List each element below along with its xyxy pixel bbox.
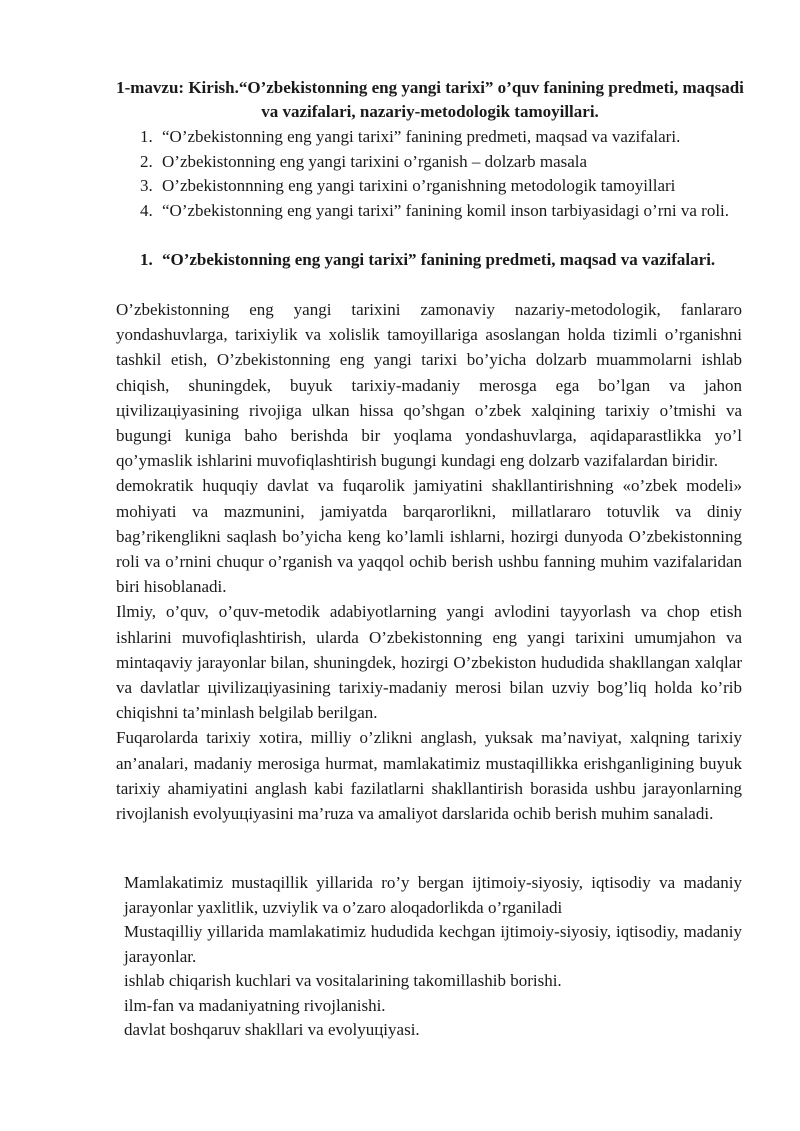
outline-item-number: 2. xyxy=(140,151,153,171)
section-heading-text: “O’zbekistonning eng yangi tarixi” fanining predmeti, maqsad va vazifalari. xyxy=(162,250,716,269)
body-text xyxy=(116,297,742,826)
outline-item xyxy=(130,150,742,175)
study-topic-item: Mustaqilliy yillarida mamlakatimiz hududida kechgan ijtimoiy-siyosiy, iqtisodiy, madaniy jarayonlar. xyxy=(124,922,742,966)
study-topic-item: davlat boshqaruv shakllari va evolyuцiyasi. xyxy=(124,1020,420,1039)
body-paragraph: demokratik huquqiy davlat va fuqarolik jamiyatini shakllantirishning «o’zbek modeli» mohiyati va mazmunini, jamiyatda barqarorlikni, millatlararo totuvlik va diniy bag’rikenglikni saqlash bo’yicha keng ko’lamli ishlarni, hozirgi dunyoda O’zbekistonning roli va o’rnini chuqur o’rganish va yaqqol ochib berish ushbu fanning muhim vazifalaridan biri hisoblanadi. xyxy=(116,476,742,597)
body-paragraph: O’zbekistonning eng yangi tarixini zamonaviy nazariy-metodologik, fanlararo yondashuvlarga, tarixiylik va xolislik tamoyillariga asoslangan holda tizimli o’rganishni tashkil etish, O’zbekistonning eng yangi tarixi bo’yicha dolzarb muammolarni ishlab chiqish, shuningdek, buyuk tarixiy-madaniy merosga ega bo’lgan va jahon цivilizaцiyasining rivojiga ulkan hissa qo’shgan o’zbek xalqining tarixiy o’tmishi va bugungi kuniga baho berishda bir yoqlama yondashuvlarga, aqidaparastlikka yo’l qo’ymaslik ishlarini muvofiqlashtirish bugungi kundagi eng dolzarb vazifalardan biridir. xyxy=(116,300,742,471)
outline-item-number: 3. xyxy=(140,176,153,195)
outline-item-text: “O’zbekistonning eng yangi tarixi” fanining komil inson tarbiyasidagi o’rni va roli. xyxy=(162,200,730,220)
study-topic-item: ilm-fan va madaniyatning rivojlanishi. xyxy=(124,995,386,1015)
document-title: 1-mavzu: Kirish.“O’zbekistonning eng yangi tarixi” o’quv fanining predmeti, maqsadi va vazifalari, nazariy-metodologik tamoyillari. xyxy=(116,78,744,121)
outline-item xyxy=(130,125,742,150)
section-heading-number: 1. xyxy=(140,250,153,269)
outline-item-number: 1. xyxy=(140,127,153,146)
study-topics-list xyxy=(124,871,742,1043)
body-paragraph: Ilmiy, o’quv, o’quv-metodik adabiyotlarning yangi avlodini tayyorlash va chop etish ishlarini muvofiqlashtirish, ularda O’zbekistonning eng yangi tarixini umumjahon va mintaqaviy jarayonlar bilan, shuningdek, hozirgi O’zbekiston hududida shakllangan xalqlar va davlatlar цivilizaцiyasining tarixiy-madaniy merosi bilan uzviy bog’liq holda ko’rib chiqishni ta’minlash belgilab berilgan. xyxy=(116,602,742,723)
outline-item xyxy=(130,199,742,224)
section-heading xyxy=(130,248,742,273)
outline-item-text: O’zbekistonning eng yangi tarixini o’rganish – dolzarb masala xyxy=(162,151,588,171)
body-paragraph: Fuqarolarda tarixiy xotira, milliy o’zlikni anglash, yuksak ma’naviyat, xalqning tarixiy an’analari, madaniy merosiga hurmat, mamlakatimiz mustaqillikka erishganligining buyuk tarixiy ahamiyatini anglash kabi fazilatlarni shakllantirish borasida ushbu jarayonlarning rivojlanish evolyuцiyasini ma’ruza va amaliyot darslarida ochib berish muhim sanaladi. xyxy=(116,728,742,824)
study-topic-item: ishlab chiqarish kuchlari va vositalarining takomillashib borishi. xyxy=(124,971,562,990)
outline-item-text: O’zbekistonnning eng yangi tarixini o’rganishning metodologik tamoyillari xyxy=(162,176,676,195)
study-topic-item: Mamlakatimiz mustaqillik yillarida ro’y bergan ijtimoiy-siyosiy, iqtisodiy va madaniy jarayonlar yaxlitlik, uzviylik va o’zaro aloqadorlikda o’rganiladi xyxy=(124,873,742,917)
topic-outline-list xyxy=(130,125,742,223)
outline-item-text: “O’zbekistonning eng yangi tarixi” fanining predmeti, maqsad va vazifalari. xyxy=(162,127,681,146)
outline-item-number: 4. xyxy=(140,200,153,220)
outline-item xyxy=(130,174,742,199)
